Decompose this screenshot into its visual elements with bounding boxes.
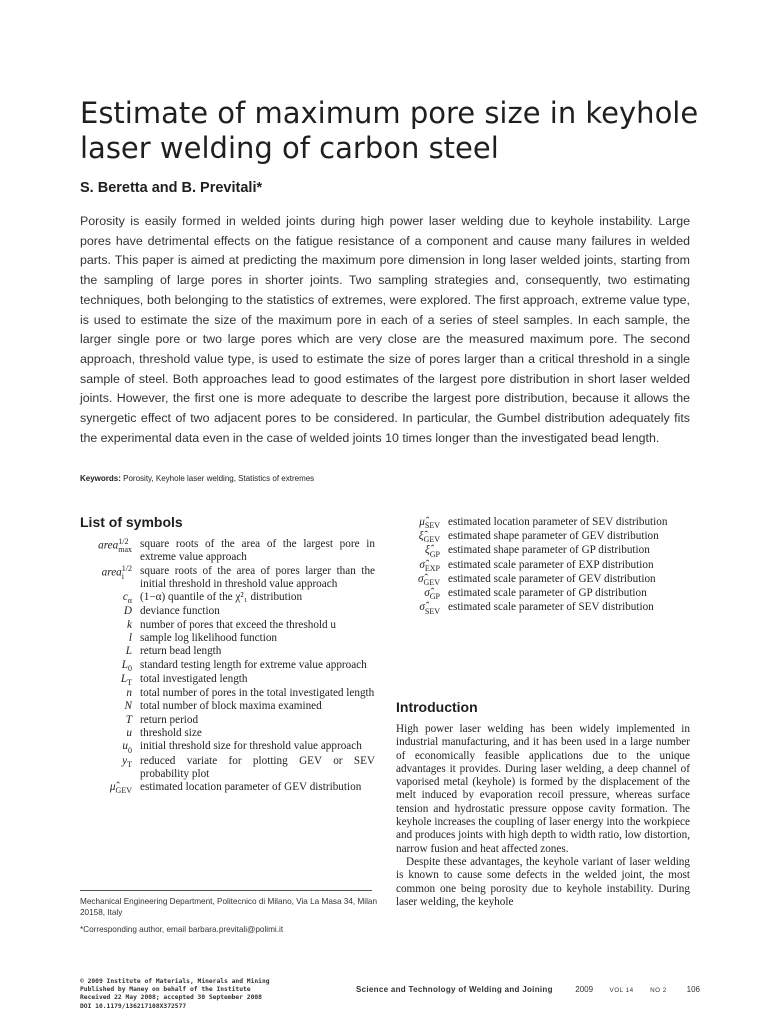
symbol: L <box>125 645 132 658</box>
symbol: N <box>124 700 132 713</box>
keywords-label: Keywords: <box>80 474 121 483</box>
symbol: y T <box>122 754 132 769</box>
symbol: σ̂ EXP <box>419 558 440 573</box>
keywords-text: Porosity, Keyhole laser welding, Statistics of extremes <box>123 474 315 483</box>
symbol-description: (1−α) quantile of the χ²₁ distribution <box>140 591 303 604</box>
symbol-entry <box>396 516 690 530</box>
symbol-description: total number of pores in the total investigated length <box>140 687 375 700</box>
symbol: ξ̂ GEV <box>418 530 440 545</box>
symbol-description: estimated location parameter of GEV distribution <box>140 781 362 794</box>
symbol-description: threshold size <box>140 726 202 739</box>
symbol-entry <box>396 587 690 601</box>
journal-year: 2009 <box>575 985 594 994</box>
symbol: u 0 <box>122 740 132 755</box>
journal-name: Science and Technology of Welding and Joining <box>356 985 553 994</box>
symbol: σ̂ GEV <box>418 572 440 588</box>
symbol: D <box>123 605 132 618</box>
symbol-entry <box>80 700 375 713</box>
symbol: L 0 <box>121 658 132 673</box>
symbol-entry <box>80 538 375 565</box>
symbol-entry <box>80 632 375 645</box>
symbol: σ̂ SEV <box>419 601 440 616</box>
symbol: u <box>126 726 132 739</box>
introduction-body <box>396 723 690 909</box>
symbol-entry <box>80 714 375 727</box>
page-number: 106 <box>686 985 700 994</box>
symbol-entry <box>80 727 375 740</box>
introduction-paragraph: Despite these advantages, the keyhole variant of laser welding is known to cause some defects in the welded joint, the most common one being porosity due to keyhole instability. During laser welding, the keyhole <box>396 855 690 908</box>
symbol-entry <box>80 605 375 618</box>
symbol: μ̂ SEV <box>419 516 440 531</box>
symbol-description: reduced variate for plotting GEV or SEV probability plot <box>140 754 375 780</box>
symbol-description: total investigated length <box>140 672 248 685</box>
abstract: Porosity is easily formed in welded joints during high power laser welding due to keyhole instability. Large pores have detrimental effects on the fatigue resistance of a component and cause many failures in welded parts. This paper is aimed at predicting the maximum pore dimension in long laser welded joints, starting from the sampling of large pores in shorter joints. Two sampling strategies and, consequently, two estimating techniques, both belonging to the statistics of extremes, were explored. The first approach, extreme value type, is used to estimate the size of the maximum pore in each of a series of steel samples. In each sample, the larger single pore or two large pores which are very close are the measured maximum pore. The second approach, threshold value type, is used to estimate the size of pores larger than a critical threshold in a single sample of steel. Both approaches lead to good estimates of the largest pore distribution in short laser welded joints. However, the first one is more adequate to describe the largest pore distribution, because it allows the synergetic effect of two adjacent pores to be considered. In particular, the Gumbel distribution adequately fits the experimental data even in the case of welded joints 10 times longer than the investigated bead length. <box>80 214 690 445</box>
symbol: n <box>126 687 132 700</box>
symbol: σ̂ GP <box>424 587 440 602</box>
affiliation-footnote <box>80 897 380 943</box>
symbol: area 1/2 i <box>101 563 132 581</box>
copyright-line: © 2009 Institute of Materials, Minerals and Mining <box>80 978 270 985</box>
symbol-entry <box>396 530 690 544</box>
symbol-description: square roots of the area of the largest pore in extreme value approach <box>140 538 375 564</box>
symbol-entry <box>80 659 375 673</box>
symbol-entry <box>80 645 375 658</box>
paper-title: Estimate of maximum pore size in keyhole laser welding of carbon steel <box>80 96 699 165</box>
symbol-description: estimated location parameter of SEV distribution <box>448 516 668 528</box>
introduction-heading: Introduction <box>396 699 478 715</box>
symbol-description: estimated shape parameter of GP distribution <box>448 544 650 557</box>
symbol: k <box>127 618 132 631</box>
symbol-entry <box>80 565 375 592</box>
symbol-entry <box>80 755 375 782</box>
symbol-description: total number of block maxima examined <box>140 700 322 713</box>
authors: S. Beretta and B. Previtali* <box>80 180 263 196</box>
symbol-entry <box>396 544 690 558</box>
symbol-description: return period <box>140 713 199 726</box>
corresponding-author: *Corresponding author, email barbara.previtali@polimi.it <box>80 925 284 934</box>
symbol: L T <box>120 672 132 688</box>
footnote-divider <box>80 890 372 891</box>
affiliation: Mechanical Engineering Department, Politecnico di Milano, Via La Masa 34, Milan 20158, Italy <box>80 897 378 917</box>
symbol-entry <box>80 781 375 795</box>
copyright-line: Received 22 May 2008; accepted 30 September 2008 <box>80 994 262 1002</box>
symbol-entry <box>396 601 690 615</box>
symbol: area 1/2 max <box>98 537 132 554</box>
symbol-entry <box>80 591 375 605</box>
symbol-entry <box>396 573 690 587</box>
symbol-entry <box>80 673 375 687</box>
symbol-description: estimated scale parameter of GEV distribution <box>448 572 656 585</box>
copyright-line: DOI 10.1179/136217108X372577 <box>80 1002 187 1010</box>
symbol: c α <box>122 591 132 606</box>
symbol: μ̂ GEV <box>109 781 132 796</box>
symbol-description: standard testing length for extreme value approach <box>140 658 367 671</box>
symbols-list-left <box>80 538 375 795</box>
symbol-description: initial threshold size for threshold value approach <box>140 740 362 753</box>
symbol-description: sample log likelihood function <box>140 632 278 645</box>
copyright-block <box>80 978 270 1011</box>
symbol-description: square roots of the area of pores larger than the initial threshold in threshold value approach <box>140 564 375 590</box>
symbol-description: return bead length <box>140 645 222 658</box>
page-footer <box>356 985 700 994</box>
symbol: ξ̂ GP <box>424 544 440 559</box>
introduction-paragraph: High power laser welding has been widely implemented in industrial manufacturing, and it has been used in a large number of economically feasible applications due to the unique advantages it provides. During laser welding, a deep channel of vaporised metal (keyhole) is formed by the displacement of the melt induced by evaporation recoil pressure, whereas surface tension and hydrostatic pressure oppose cavity formation. The keyhole increases the coupling of laser energy into the workpiece and produces joints with high depth to width ratio, low distortion, narrow fusion and heat affected zones. <box>396 723 690 855</box>
symbol-description: estimated scale parameter of GP distribution <box>448 587 647 600</box>
copyright-line: Published by Maney on behalf of the Institute <box>80 986 251 994</box>
symbol-entry <box>80 619 375 632</box>
symbol-description: estimated shape parameter of GEV distribution <box>448 530 659 543</box>
journal-issue: NO 2 <box>650 987 667 994</box>
symbol-description: number of pores that exceed the threshold u <box>140 618 337 631</box>
symbol: T <box>125 713 132 726</box>
journal-volume: VOL 14 <box>609 987 634 994</box>
symbol-entry <box>396 559 690 573</box>
symbol-entry <box>80 740 375 754</box>
keywords <box>80 474 314 483</box>
symbols-list-right <box>396 516 690 616</box>
symbol-description: estimated scale parameter of SEV distribution <box>448 601 654 614</box>
symbol-description: deviance function <box>140 605 220 618</box>
symbol-description: estimated scale parameter of EXP distribution <box>448 558 654 571</box>
symbol: l <box>128 632 132 645</box>
symbol-entry <box>80 687 375 700</box>
symbols-heading: List of symbols <box>80 514 183 530</box>
